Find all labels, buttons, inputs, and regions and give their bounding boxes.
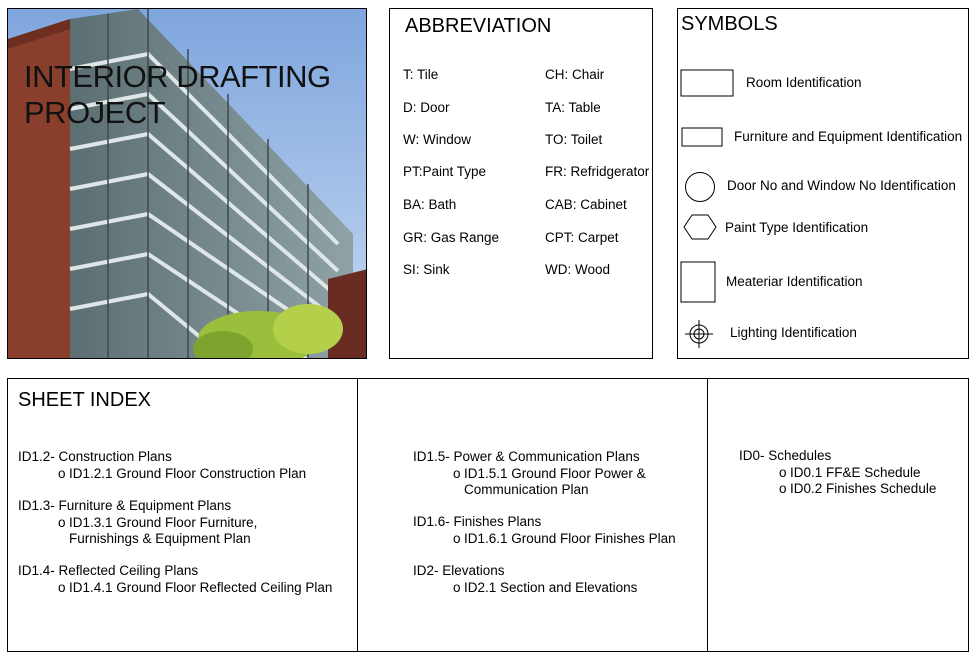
abbr-item: TA: Table [545,100,601,115]
index-group-title: ID1.4- Reflected Ceiling Plans [18,563,199,578]
furniture-rectangle-icon [681,127,723,147]
index-sub-item: o ID1.5.1 Ground Floor Power & Communication Plan [413,466,646,499]
symbol-label: Furniture and Equipment Identification [734,129,963,144]
symbol-label: Lighting Identification [730,325,857,340]
project-title: INTERIOR DRAFTING PROJECT [24,59,331,130]
symbols-panel [677,8,969,359]
index-group-title: ID1.5- Power & Communication Plans [413,449,640,464]
abbr-item: SI: Sink [403,262,450,277]
index-group [413,514,676,547]
symbol-label: Door No and Window No Identification [727,178,956,193]
symbol-label: Room Identification [746,75,862,90]
tall-rectangle-icon [680,261,716,303]
abbr-item: WD: Wood [545,262,611,277]
abbr-item: D: Door [403,100,450,115]
index-sub-item: o ID1.4.1 Ground Floor Reflected Ceiling Plan [18,580,332,597]
building-photo [7,8,367,359]
abbr-item: CH: Chair [545,67,605,82]
abbr-item: TO: Toilet [545,132,603,147]
index-group [413,449,646,499]
circle-icon [684,171,716,203]
abbr-item: T: Tile [403,67,439,82]
symbol-label: Paint Type Identification [725,220,869,235]
index-group [413,563,637,596]
abbreviation-heading: ABBREVIATION [405,15,552,37]
index-group [739,448,936,498]
index-sub-item: o ID1.3.1 Ground Floor Furniture, Furnishings & Equipment Plan [18,515,257,548]
room-rectangle-icon [680,69,734,97]
index-sub-item: o ID1.2.1 Ground Floor Construction Plan [18,466,306,483]
abbr-item: PT:Paint Type [403,164,487,179]
abbreviation-panel [389,8,653,359]
abbr-item: FR: Refridgerator [545,164,650,179]
index-sub-item: o ID1.6.1 Ground Floor Finishes Plan [413,531,676,548]
index-group [18,449,306,482]
column-divider [357,379,358,651]
abbr-item: W: Window [403,132,472,147]
sheet-index-panel [7,378,969,652]
index-sub-item: o ID0.1 FF&E Schedule [739,465,936,482]
index-group-title: ID0- Schedules [739,448,832,463]
abbr-item: GR: Gas Range [403,230,500,245]
crosshair-icon [684,319,714,349]
index-group-title: ID2- Elevations [413,563,505,578]
index-sub-item: o ID2.1 Section and Elevations [413,580,637,597]
abbr-item: CPT: Carpet [545,230,619,245]
symbol-label: Meateriar Identification [726,274,863,289]
index-group-title: ID1.3- Furniture & Equipment Plans [18,498,232,513]
hexagon-icon [683,214,717,240]
index-group [18,563,332,596]
symbols-heading: SYMBOLS [681,13,778,35]
column-divider [707,379,708,651]
sheet-index-heading: SHEET INDEX [18,389,151,411]
index-sub-item: o ID0.2 Finishes Schedule [739,481,936,498]
index-group [18,498,257,548]
index-group-title: ID1.6- Finishes Plans [413,514,542,529]
index-group-title: ID1.2- Construction Plans [18,449,172,464]
abbr-item: CAB: Cabinet [545,197,627,212]
abbr-item: BA: Bath [403,197,457,212]
